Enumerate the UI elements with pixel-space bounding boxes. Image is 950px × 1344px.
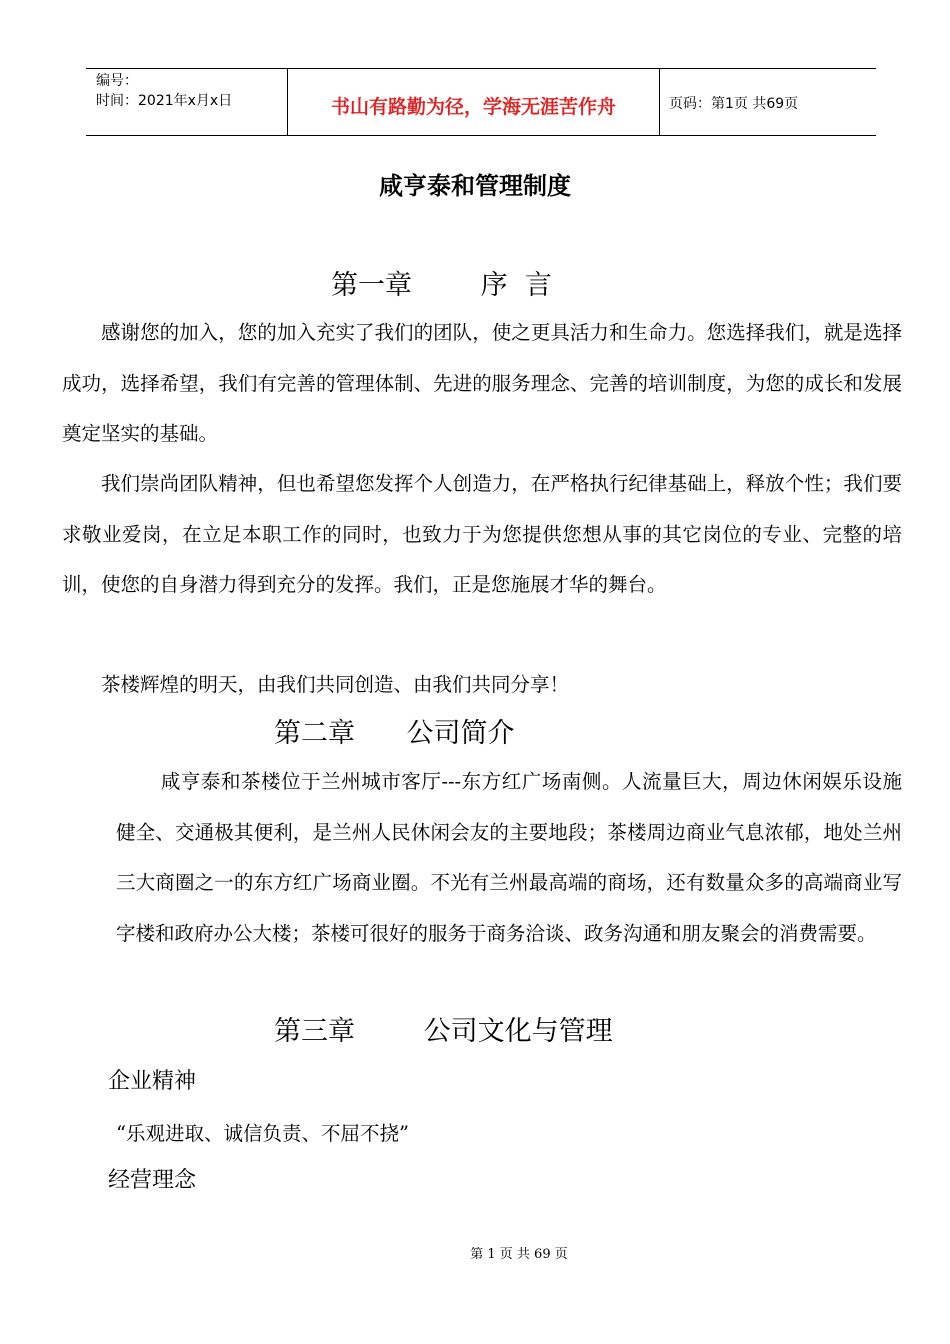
header-meta [86, 69, 287, 135]
chapter1-paragraph-1: 感谢您的加入，您的加入充实了我们的团队，使之更具活力和生命力。您选择我们，就是选择成功，选择希望，我们有完善的管理体制、先进的服务理念、完善的培训制度，为您的成长和发展奠定坚实的基础。 [62, 321, 902, 445]
header-page-info: 页码：第1页 共69页 [669, 96, 799, 112]
chapter2-paragraph: 咸亨泰和茶楼位于兰州城市客厅---东方红广场南侧。人流量巨大，周边休闲娱乐设施健全、交通极其便利，是兰州人民休闲会友的主要地段；茶楼周边商业气息浓郁，地处兰州三大商圈之一的东方红广场商业圈。不光有兰州最高端的商场，还有数量众多的高端商业写字楼和政府办公大楼；茶楼可很好的服务于商务洽谈、政务沟通和朋友聚会的消费需要。 [116, 770, 902, 945]
business-philosophy-heading: 经营理念 [108, 1168, 197, 1193]
header-slogan: 书山有路勤为径，学海无涯苦作舟 [287, 69, 660, 135]
page-header [86, 68, 876, 136]
chapter3-heading: 第三章 公司文化与管理 [274, 1016, 613, 1047]
header-number-label: 编号： [96, 73, 138, 89]
chapter2-heading: 第二章 公司简介 [274, 718, 515, 749]
header-time-label: 时间：2021年x月x日 [96, 93, 233, 109]
document-title: 咸亨泰和管理制度 [379, 172, 571, 200]
enterprise-spirit-heading: 企业精神 [108, 1069, 197, 1094]
page-footer [0, 1246, 950, 1264]
chapter1-heading: 第一章 序 言 [331, 270, 552, 301]
chapter1-paragraph-2: 我们崇尚团队精神，但也希望您发挥个人创造力，在严格执行纪律基础上，释放个性；我们要求敬业爱岗，在立足本职工作的同时，也致力于为您提供您想从事的其它岗位的专业、完整的培训，使您的自身潜力得到充分的发挥。我们，正是您施展才华的舞台。 [62, 472, 902, 596]
footer-page-number: 第 1 页 共 69 页 [470, 1247, 568, 1262]
enterprise-spirit-text: “乐观进取、诚信负责、不屈不挠” [116, 1122, 409, 1145]
chapter1-paragraph-3: 茶楼辉煌的明天，由我们共同创造、由我们共同分享！ [101, 673, 570, 696]
